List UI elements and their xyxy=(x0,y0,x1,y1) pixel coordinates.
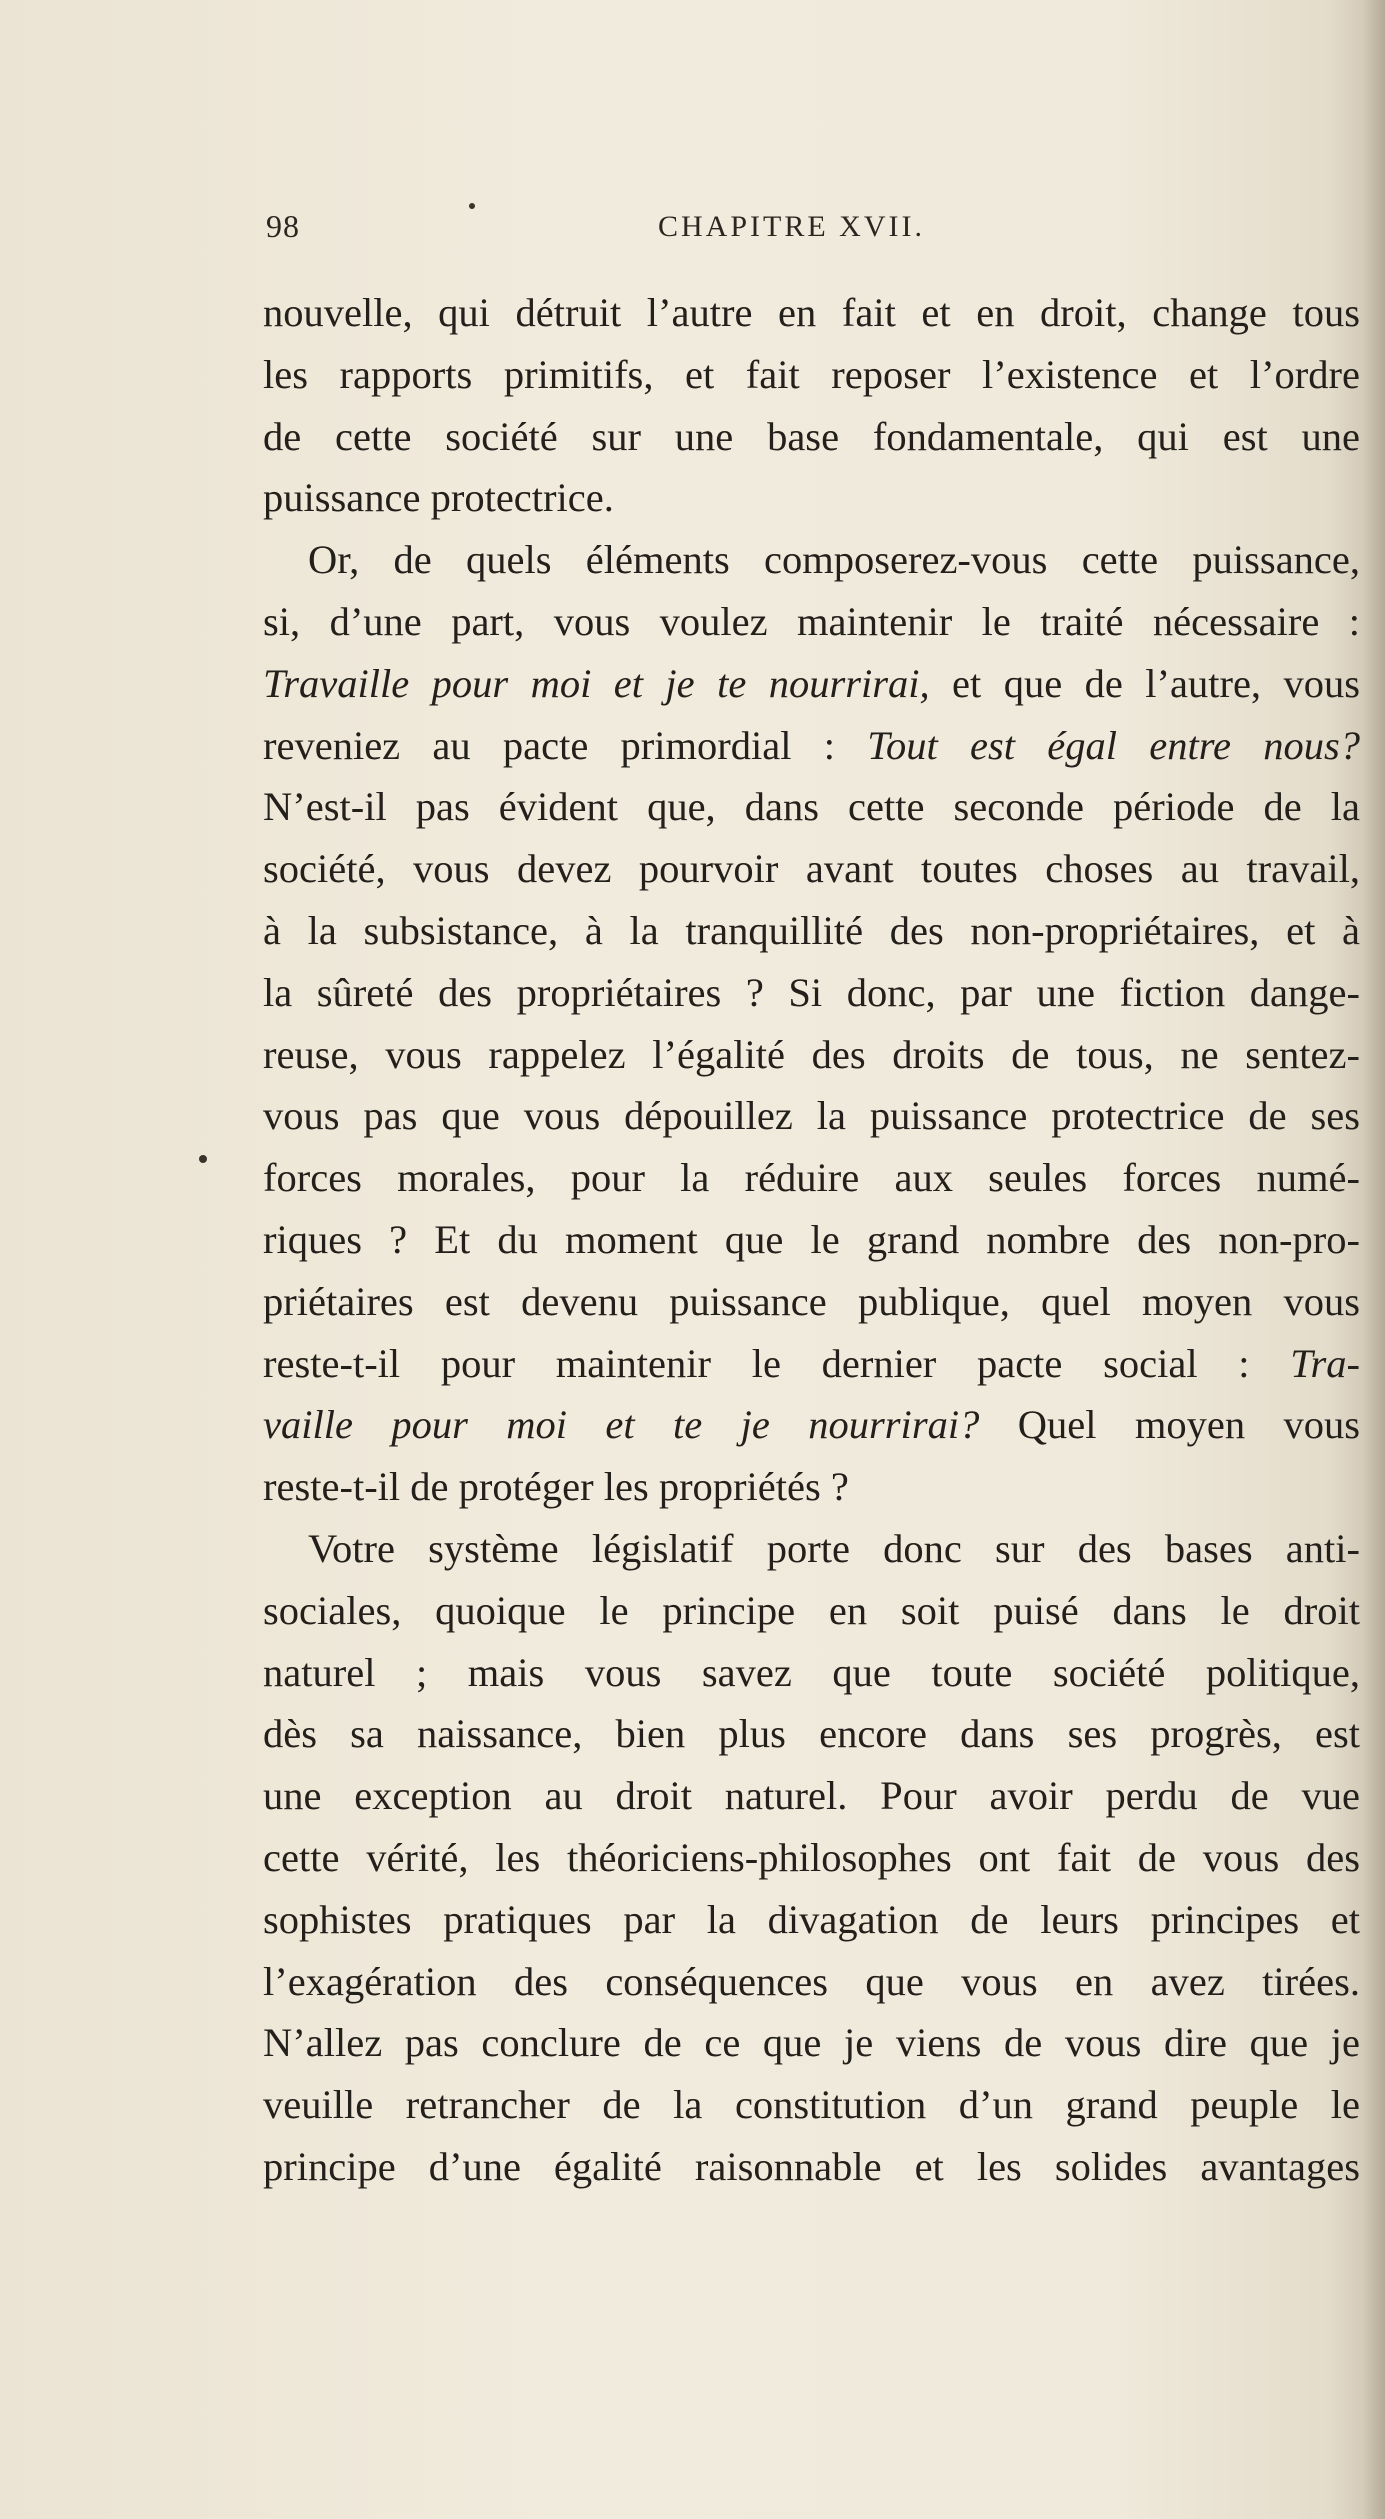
text-line xyxy=(263,1394,1360,1456)
text-line: principe d’une égalité raisonnable et les solides avantages xyxy=(263,2143,1360,2189)
text-line: société, vous devez pourvoir avant toutes choses au travail, xyxy=(263,846,1360,892)
text-fragment: reste-t-il pour maintenir le dernier pacte social : xyxy=(263,1340,1291,1386)
text-line: à la subsistance, à la tranquillité des non-propriétaires, et à xyxy=(263,907,1360,953)
body-text xyxy=(263,282,1360,2198)
text-line: sophistes pratiques par la divagation de leurs principes et xyxy=(263,1896,1360,1942)
text-line: si, d’une part, vous voulez maintenir le traité nécessaire : xyxy=(263,598,1360,644)
page-number: 98 xyxy=(266,208,300,244)
text-line xyxy=(263,715,1360,777)
text-line: priétaires est devenu puissance publique, quel moyen vous xyxy=(263,1278,1360,1324)
text-line: naturel ; mais vous savez que toute société politique, xyxy=(263,1649,1360,1695)
text-line: les rapports primitifs, et fait reposer l’existence et l’ordre xyxy=(263,351,1360,397)
italic-quote: Tout est égal entre nous? xyxy=(867,722,1360,768)
text-fragment: Quel moyen vous xyxy=(979,1402,1360,1448)
ink-speck xyxy=(199,1155,207,1163)
text-line: l’exagération des conséquences que vous en avez tirées. xyxy=(263,1958,1360,2004)
text-fragment: et que de l’autre, vous xyxy=(929,660,1360,706)
text-line: forces morales, pour la réduire aux seules forces numé- xyxy=(263,1155,1360,1201)
text-line: puissance protectrice. xyxy=(263,475,614,521)
text-line: N’est-il pas évident que, dans cette seconde période de la xyxy=(263,784,1360,830)
italic-quote: Travaille pour moi et je te nourrirai, xyxy=(263,660,930,706)
text-line: reuse, vous rappelez l’égalité des droits de tous, ne sentez- xyxy=(263,1031,1360,1077)
text-line: une exception au droit naturel. Pour avoir perdu de vue xyxy=(263,1773,1360,1819)
text-line: riques ? Et du moment que le grand nombre des non-pro- xyxy=(263,1216,1360,1262)
text-line: nouvelle, qui détruit l’autre en fait et en droit, change tous xyxy=(263,290,1360,335)
text-line: cette vérité, les théoriciens-philosophes ont fait de vous des xyxy=(263,1834,1360,1880)
italic-quote: vaille pour moi et te je nourrirai? xyxy=(263,1402,980,1448)
text-line: N’allez pas conclure de ce que je viens de vous dire que je xyxy=(263,2020,1360,2066)
text-line: veuille retrancher de la constitution d’un grand peuple le xyxy=(263,2082,1360,2128)
text-fragment: reveniez au pacte primordial : xyxy=(263,722,868,768)
paragraph-start: Or, de quels éléments composerez-vous cette puissance, xyxy=(308,537,1360,583)
text-line xyxy=(263,1333,1360,1395)
text-line xyxy=(263,653,1360,715)
text-line: sociales, quoique le principe en soit puisé dans le droit xyxy=(263,1587,1360,1633)
italic-quote: Tra- xyxy=(1290,1340,1360,1386)
running-head: CHAPITRE XVII. xyxy=(658,210,925,243)
text-line: la sûreté des propriétaires ? Si donc, par une fiction dange- xyxy=(263,969,1360,1015)
paragraph-start: Votre système législatif porte donc sur des bases anti- xyxy=(308,1525,1360,1571)
text-line: vous pas que vous dépouillez la puissance protectrice de ses xyxy=(263,1093,1360,1139)
page-edge-shadow xyxy=(1363,0,1385,2519)
text-line: de cette société sur une base fondamentale, qui est une xyxy=(263,413,1360,459)
text-line: reste-t-il de protéger les propriétés ? xyxy=(263,1464,849,1510)
page-header xyxy=(266,208,1366,258)
text-line: dès sa naissance, bien plus encore dans ses progrès, est xyxy=(263,1711,1360,1757)
